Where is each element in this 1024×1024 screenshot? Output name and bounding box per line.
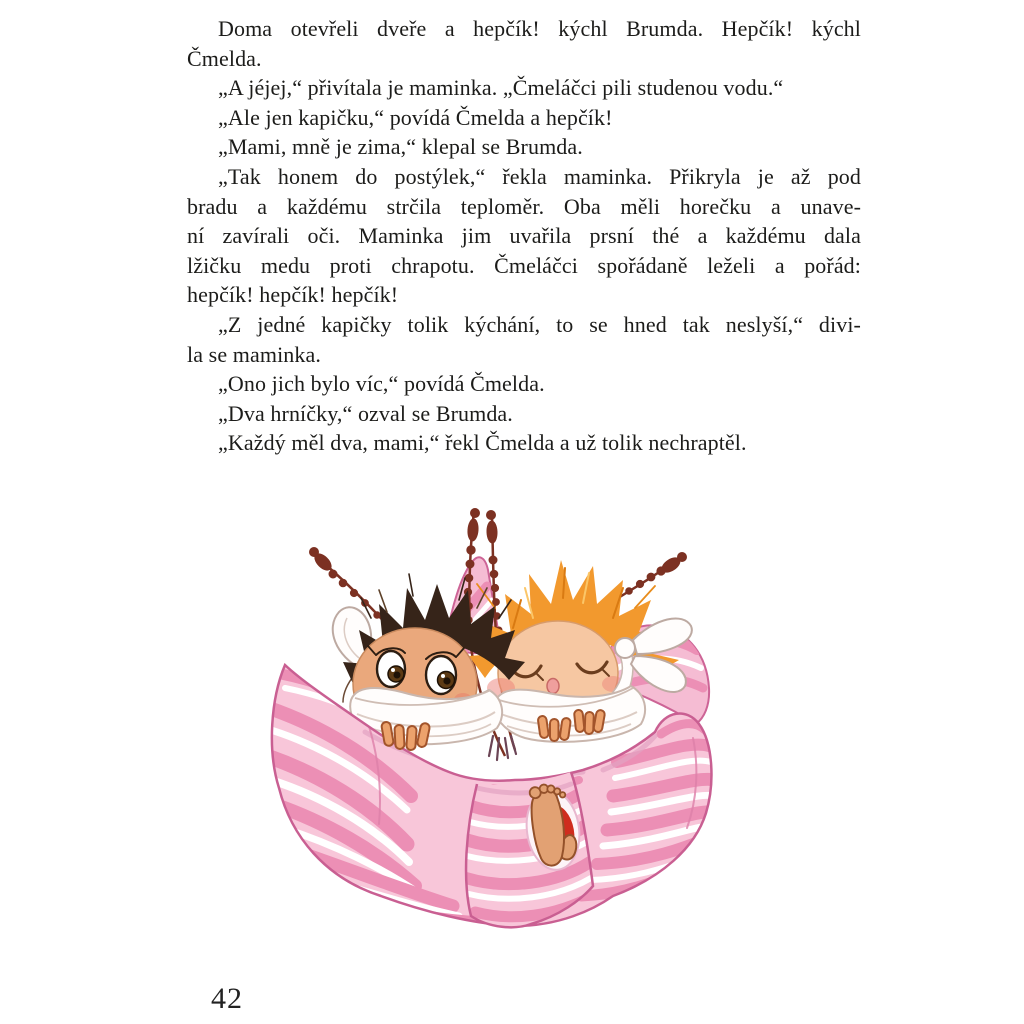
- story-line: „Každý měl dva, mami,“ řekl Čmelda a už tolik nechraptěl.: [218, 430, 747, 456]
- story-paragraph: [187, 428, 861, 458]
- story-line: Čmelda.: [187, 45, 262, 71]
- story-line: „Dva hrníčky,“ ozval se Brumda.: [218, 400, 513, 426]
- story-line: „A jéjej,“ přivítala je maminka. „Čmeláčci pili studenou vodu.“: [218, 75, 784, 101]
- story-line: „Z jedné kapičky tolik kýchání, to se hned tak neslyší,“ divi-: [218, 311, 861, 337]
- story-illustration: [263, 488, 755, 948]
- story-paragraph: [187, 103, 861, 133]
- story-paragraph: [187, 73, 861, 103]
- story-paragraph: [187, 14, 861, 73]
- story-paragraph: [187, 369, 861, 399]
- story-line: „Ale jen kapičku,“ povídá Čmelda a hepčík!: [218, 104, 613, 130]
- story-line: bradu a každému strčila teploměr. Oba měli horečku a unave-: [187, 193, 861, 219]
- blanket-drape: [466, 772, 593, 927]
- story-line: „Tak honem do postýlek,“ řekla maminka. Přikryla je až pod: [218, 163, 861, 189]
- story-line: ní zavírali oči. Maminka jim uvařila prsní thé a každému dala: [187, 223, 861, 249]
- story-line: la se maminka.: [187, 341, 321, 367]
- story-line: lžičku medu proti chrapotu. Čmeláčci spořádaně leželi a pořád:: [187, 252, 861, 278]
- cmelda-mouth: [547, 679, 559, 694]
- story-paragraph: [187, 399, 861, 429]
- story-line: „Ono jich bylo víc,“ povídá Čmelda.: [218, 371, 545, 397]
- story-paragraph: [187, 132, 861, 162]
- illustration-svg: [263, 488, 755, 948]
- page-number: 42: [211, 982, 243, 1015]
- story-paragraph: [187, 162, 861, 310]
- story-line: hepčík! hepčík! hepčík!: [187, 282, 399, 308]
- story-text: [187, 14, 861, 458]
- story-line: Doma otevřeli dveře a hepčík! kýchl Brumda. Hepčík! kýchl: [218, 16, 861, 41]
- story-paragraph: [187, 310, 861, 369]
- story-line: „Mami, mně je zima,“ klepal se Brumda.: [218, 134, 583, 160]
